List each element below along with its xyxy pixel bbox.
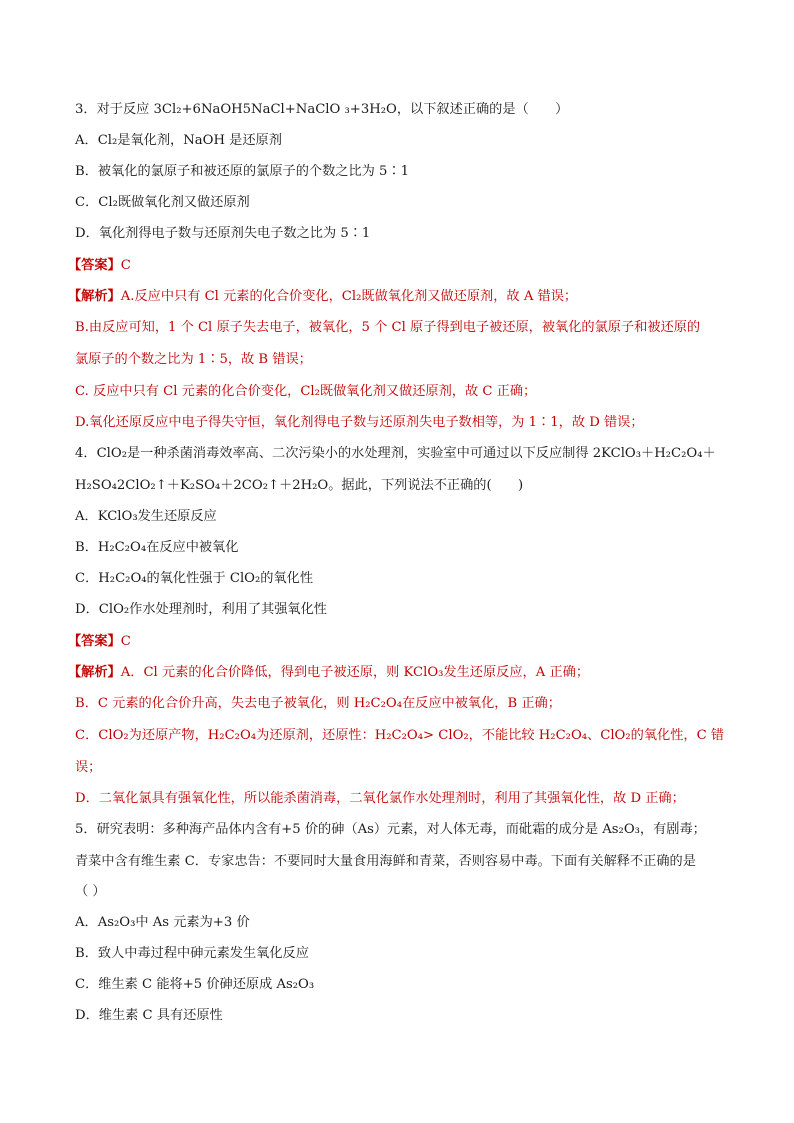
q3-option-d: D．氧化剂得电子数与还原剂失电子数之比为 5∶1	[75, 226, 371, 241]
q3-option-c: C．Cl₂既做氧化剂又做还原剂	[75, 195, 250, 210]
analysis-tag: 【解析】	[68, 289, 121, 304]
q4-analysis-1	[68, 665, 589, 681]
analysis-text: A．Cl 元素的化合价降低，得到电子被还原，则 KClO₃发生还原反应，A 正确；	[120, 665, 590, 680]
q5-stem-1: 5．研究表明：多种海产品体内含有+5 价的砷（As）元素，对人体无毒，而砒霜的成分是 As₂O₃，有剧毒；	[75, 822, 706, 837]
q4-analysis-3: C．ClO₂为还原产物，H₂C₂O₄为还原剂，还原性：H₂C₂O₄> ClO₂，不能比较 H₂C₂O₄、ClO₂的氧化性，C 错	[75, 728, 725, 743]
q3-analysis-4: C. 反应中只有 Cl 元素的化合价变化，Cl₂既做氧化剂又做还原剂，故 C 正确；	[75, 384, 537, 399]
q3-analysis-1	[68, 289, 577, 305]
q3-analysis-2: B.由反应可知，1 个 Cl 原子失去电子，被氧化，5 个 Cl 原子得到电子被还原，被氧化的氯原子和被还原的	[75, 320, 701, 335]
q3-stem: 3．对于反应 3Cl₂+6NaOH5NaCl+NaClO ₃+3H₂O，以下叙述正确的是（ ）	[75, 102, 569, 117]
analysis-text: A.反应中只有 Cl 元素的化合价变化，Cl₂既做氧化剂又做还原剂，故 A 错误；	[120, 289, 578, 304]
q5-option-a: A．As₂O₃中 As 元素为+3 价	[75, 915, 250, 930]
q4-option-d: D．ClO₂作水处理剂时，利用了其强氧化性	[75, 602, 327, 617]
q5-option-c: C．维生素 C 能将+5 价砷还原成 As₂O₃	[75, 977, 315, 992]
q3-answer	[68, 258, 131, 274]
q3-option-a: A．Cl₂是氧化剂，NaOH 是还原剂	[75, 133, 282, 148]
q4-stem-2: H₂SO₄2ClO₂↑＋K₂SO₄＋2CO₂↑＋2H₂O。据此，下列说法不正确的( )	[75, 478, 524, 493]
answer-tag: 【答案】	[68, 258, 121, 273]
q4-option-a: A．KClO₃发生还原反应	[75, 509, 217, 524]
answer-value: C	[120, 258, 131, 273]
q3-analysis-5: D.氧化还原反应中电子得失守恒，氧化剂得电子数与还原剂失电子数相等，为 1∶1，故 D 错误；	[75, 415, 644, 430]
q3-option-b: B．被氧化的氯原子和被还原的氯原子的个数之比为 5∶1	[75, 164, 409, 179]
q5-option-b: B．致人中毒过程中砷元素发生氧化反应	[75, 946, 309, 961]
q4-option-b: B．H₂C₂O₄在反应中被氧化	[75, 540, 239, 555]
q5-stem-3: （ ）	[75, 884, 106, 899]
q4-analysis-2: B．C 元素的化合价升高，失去电子被氧化，则 H₂C₂O₄在反应中被氧化，B 正确；	[75, 696, 561, 711]
answer-tag: 【答案】	[68, 634, 121, 649]
q4-analysis-5: D．二氧化氯具有强氧化性，所以能杀菌消毒，二氧化氯作水处理剂时，利用了其强氧化性，故 D 正确；	[75, 791, 685, 806]
q5-option-d: D．维生素 C 具有还原性	[75, 1008, 223, 1023]
q4-option-c: C．H₂C₂O₄的氧化性强于 ClO₂的氧化性	[75, 571, 314, 586]
q4-stem-1: 4．ClO₂是一种杀菌消毒效率高、二次污染小的水处理剂，实验室中可通过以下反应制得 2KClO₃＋H₂C₂O₄＋	[75, 446, 716, 461]
q4-answer	[68, 634, 131, 650]
q4-analysis-4: 误；	[75, 760, 102, 775]
analysis-tag: 【解析】	[68, 665, 121, 680]
answer-value: C	[120, 634, 131, 649]
q3-analysis-3: 氯原子的个数之比为 1∶5，故 B 错误；	[75, 352, 312, 367]
q5-stem-2: 青菜中含有维生素 C．专家忠告：不要同时大量食用海鲜和青菜，否则容易中毒。下面有关解释不正确的是	[75, 854, 696, 869]
